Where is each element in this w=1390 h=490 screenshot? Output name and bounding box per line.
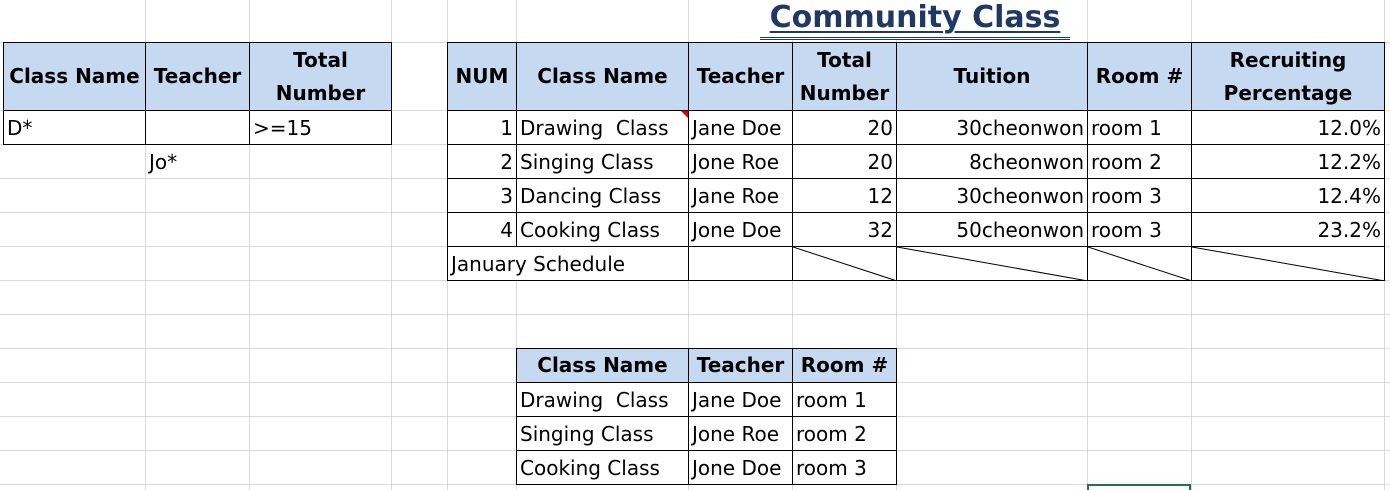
criteria-header-total-number[interactable]: Total Number	[249, 42, 392, 111]
empty-cell[interactable]	[688, 246, 793, 281]
main-header-tuition[interactable]: Tuition	[896, 42, 1088, 111]
criteria-teacher-cell[interactable]: Jo*	[149, 149, 178, 174]
class-name-cell[interactable]: Cooking Class	[516, 212, 689, 247]
row-num-cell[interactable]: 2	[447, 144, 517, 179]
tuition-cell[interactable]: 50cheonwon	[896, 212, 1088, 247]
recruiting-percentage-cell[interactable]: 12.0%	[1191, 110, 1385, 145]
room-cell[interactable]: room 3	[1087, 178, 1192, 213]
result-teacher-cell[interactable]: Jone Roe	[688, 416, 793, 451]
teacher-cell[interactable]: Jane Roe	[688, 178, 793, 213]
result-room-cell[interactable]: room 1	[792, 382, 897, 417]
class-name-cell[interactable]: Singing Class	[516, 144, 689, 179]
schedule-label-cell[interactable]: January Schedule	[447, 246, 689, 281]
tuition-cell[interactable]: 30cheonwon	[896, 178, 1088, 213]
diagonal-line	[897, 247, 1088, 281]
teacher-cell[interactable]: Jone Roe	[688, 144, 793, 179]
main-header-teacher[interactable]: Teacher	[688, 42, 793, 111]
room-cell[interactable]: room 2	[1087, 144, 1192, 179]
row-num-cell[interactable]: 1	[447, 110, 517, 145]
criteria-total-number-cell[interactable]: >=15	[249, 110, 392, 145]
criteria-header-teacher[interactable]: Teacher	[145, 42, 250, 111]
room-cell[interactable]: room 1	[1087, 110, 1192, 145]
diagonal-line	[1088, 247, 1192, 281]
total-number-cell[interactable]: 20	[792, 110, 897, 145]
class-name-cell[interactable]: Drawing Class	[516, 110, 689, 145]
diagonal-cell[interactable]	[792, 246, 897, 281]
recruiting-percentage-cell[interactable]: 12.4%	[1191, 178, 1385, 213]
recruiting-percentage-cell[interactable]: 23.2%	[1191, 212, 1385, 247]
result-room-cell[interactable]: room 3	[792, 450, 897, 485]
total-number-cell[interactable]: 20	[792, 144, 897, 179]
room-cell[interactable]: room 3	[1087, 212, 1192, 247]
diagonal-cell[interactable]	[896, 246, 1088, 281]
sheet-title[interactable]: Community Class	[760, 0, 1070, 40]
criteria-header-class-name[interactable]: Class Name	[3, 42, 146, 111]
result-class-name-cell[interactable]: Singing Class	[516, 416, 689, 451]
diagonal-line	[1192, 247, 1385, 281]
row-num-cell[interactable]: 3	[447, 178, 517, 213]
total-number-cell[interactable]: 32	[792, 212, 897, 247]
main-header-total-number[interactable]: Total Number	[792, 42, 897, 111]
diagonal-cell[interactable]	[1191, 246, 1385, 281]
result-class-name-cell[interactable]: Cooking Class	[516, 450, 689, 485]
diagonal-cell[interactable]	[1087, 246, 1192, 281]
class-name-cell[interactable]: Dancing Class	[516, 178, 689, 213]
row-num-cell[interactable]: 4	[447, 212, 517, 247]
main-header-class-name[interactable]: Class Name	[516, 42, 689, 111]
criteria-total-number-cell[interactable]	[250, 145, 391, 178]
result-header-class-name[interactable]: Class Name	[516, 348, 689, 383]
result-room-cell[interactable]: room 2	[792, 416, 897, 451]
main-header-recruiting-percentage[interactable]: Recruiting Percentage	[1191, 42, 1385, 111]
total-number-cell[interactable]: 12	[792, 178, 897, 213]
row-divider	[0, 314, 1390, 315]
main-header-room[interactable]: Room #	[1087, 42, 1192, 111]
criteria-class-name-cell[interactable]: D*	[3, 110, 146, 145]
result-header-room[interactable]: Room #	[792, 348, 897, 383]
recruiting-percentage-cell[interactable]: 12.2%	[1191, 144, 1385, 179]
main-header-num[interactable]: NUM	[447, 42, 517, 111]
result-header-teacher[interactable]: Teacher	[688, 348, 793, 383]
result-teacher-cell[interactable]: Jane Doe	[688, 382, 793, 417]
teacher-cell[interactable]: Jane Doe	[688, 110, 793, 145]
diagonal-line	[793, 247, 897, 281]
criteria-class-name-cell[interactable]	[3, 145, 145, 178]
teacher-cell[interactable]: Jone Doe	[688, 212, 793, 247]
tuition-cell[interactable]: 30cheonwon	[896, 110, 1088, 145]
tuition-cell[interactable]: 8cheonwon	[896, 144, 1088, 179]
result-teacher-cell[interactable]: Jone Doe	[688, 450, 793, 485]
active-cell-selection[interactable]	[1087, 484, 1191, 490]
criteria-teacher-cell[interactable]	[145, 110, 250, 145]
result-class-name-cell[interactable]: Drawing Class	[516, 382, 689, 417]
